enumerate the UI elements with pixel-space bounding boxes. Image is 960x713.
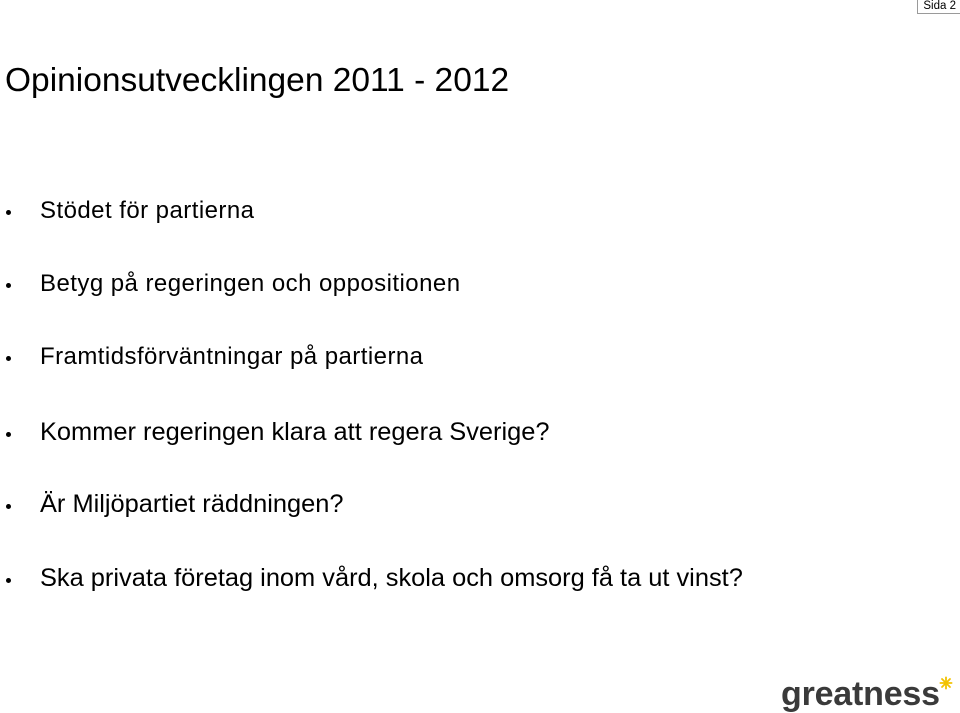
page-number-label: Sida 2 [917,0,960,14]
bullet-text: Betyg på regeringen och oppositionen [40,270,461,297]
bullet-text: Stödet för partierna [40,197,255,224]
logo-wordmark: greatness [781,675,940,713]
greatness-logo [781,677,956,711]
bullet-dot [6,356,11,361]
bullet-text: Framtidsförväntningar på partierna [40,343,424,370]
bullet-dot [6,578,11,583]
star-icon [939,676,953,690]
slide-title: Opinionsutvecklingen 2011 - 2012 [5,62,510,99]
bullet-dot [6,432,11,437]
bullet-text: Är Miljöpartiet räddningen? [40,490,344,518]
bullet-text: Kommer regeringen klara att regera Sverige? [40,418,550,446]
bullet-dot [6,210,11,215]
bullet-dot [6,283,11,288]
bullet-text: Ska privata företag inom vård, skola och omsorg få ta ut vinst? [40,564,743,592]
bullet-dot [6,504,11,509]
